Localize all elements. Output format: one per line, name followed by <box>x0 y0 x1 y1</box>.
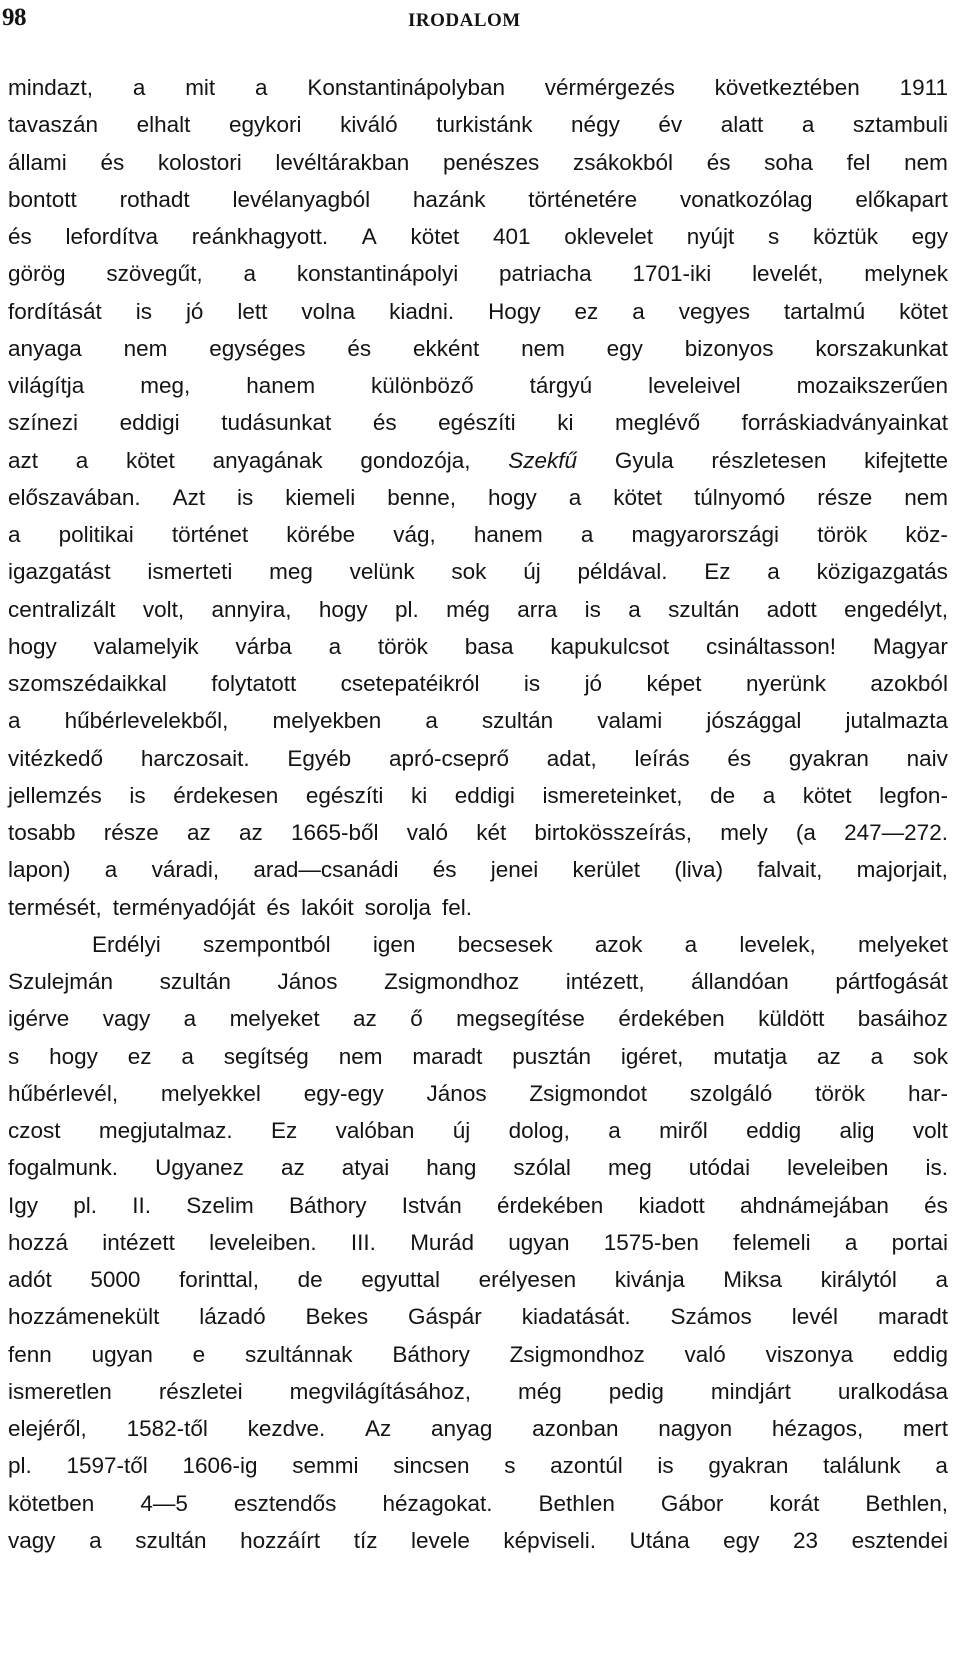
text-line: bontott rothadt levélanyagból hazánk történetére vonatkozólag előkapart <box>8 186 948 212</box>
text-line: Erdélyi szempontból igen becsesek azok a levelek, melyeket <box>92 931 948 957</box>
text-line: termését, terményadóját és lakóit sorolja fel. <box>8 894 472 920</box>
text-line: kötetben 4—5 esztendős hézagokat. Bethlen Gábor korát Bethlen, <box>8 1490 948 1516</box>
text-line: világítja meg, hanem különböző tárgyú leveleivel mozaikszerűen <box>8 373 948 398</box>
text-line: hogy valamelyik várba a török basa kapukulcsot csináltasson! Magyar <box>8 633 948 659</box>
text-line: Szulejmán szultán János Zsigmondhoz intézett, állandóan pártfogását <box>8 969 948 994</box>
text-line: Igy pl. II. Szelim Báthory István érdekében kiadott ahdnámejában és <box>8 1192 948 1218</box>
text-line: s hogy ez a segítség nem maradt pusztán igéret, mutatja az a sok <box>8 1043 948 1069</box>
text-line: czost megjutalmaz. Ez valóban új dolog, a miről eddig alig volt <box>8 1118 948 1143</box>
text-line: a politikai történet körébe vág, hanem a magyarországi török köz- <box>8 522 948 547</box>
text-line: azt a kötet anyagának gondozója, Szekfű Gyula részletesen kifejtette <box>8 447 948 473</box>
text-line: vagy a szultán hozzáírt tíz levele képviseli. Utána egy 23 esztendei <box>8 1527 948 1553</box>
text-line: hozzá intézett leveleiben. III. Murád ugyan 1575-ben felemeli a portai <box>8 1229 948 1255</box>
text-line: adót 5000 forinttal, de egyuttal erélyesen kivánja Miksa királytól a <box>8 1267 948 1292</box>
text-line: hűbérlevél, melyekkel egy-egy János Zsigmondot szolgáló török har- <box>8 1080 948 1106</box>
text-line: és lefordítva reánkhagyott. A kötet 401 oklevelet nyújt s köztük egy <box>8 224 948 249</box>
text-line: fordítását is jó lett volna kiadni. Hogy ez a vegyes tartalmú kötet <box>8 298 948 324</box>
text-line: fogalmunk. Ugyanez az atyai hang szólal meg utódai leveleiben is. <box>8 1155 948 1181</box>
page-header <box>0 0 960 40</box>
text-line: ismeretlen részletei megvilágításához, még pedig mindjárt uralkodása <box>8 1378 948 1404</box>
text-line: pl. 1597-től 1606-ig semmi sincsen s azontúl is gyakran találunk a <box>8 1453 948 1479</box>
text-line: centralizált volt, annyira, hogy pl. még arra is a szultán adott engedélyt, <box>8 596 948 622</box>
page-number: 98 <box>2 4 26 31</box>
running-head: IRODALOM <box>408 10 521 31</box>
text-line: fenn ugyan e szultánnak Báthory Zsigmondhoz való viszonya eddig <box>8 1341 948 1367</box>
text-line: szomszédaikkal folytatott csetepatéikról is jó képet nyerünk azokból <box>8 671 948 696</box>
text-line: görög szövegűt, a konstantinápolyi patriacha 1701-iki levelét, melynek <box>8 261 948 287</box>
text-line: hozzámenekült lázadó Bekes Gáspár kiadatását. Számos levél maradt <box>8 1304 948 1330</box>
text-line: állami és kolostori levéltárakban penészes zsákokból és soha fel nem <box>8 149 948 175</box>
text-line: vitézkedő harczosait. Egyéb apró-cseprő adat, leírás és gyakran naiv <box>8 745 948 771</box>
text-line: igérve vagy a melyeket az ő megsegítése érdekében küldött basáihoz <box>8 1006 948 1032</box>
text-line: elejéről, 1582-től kezdve. Az anyag azonban nagyon hézagos, mert <box>8 1416 948 1441</box>
text-line: mindazt, a mit a Konstantinápolyban vérmérgezés következtében 1911 <box>8 75 948 100</box>
text-line: lapon) a váradi, arad—csanádi és jenei kerület (liva) falvait, majorjait, <box>8 857 948 883</box>
text-line: anyaga nem egységes és ekként nem egy bizonyos korszakunkat <box>8 335 948 361</box>
text-line: tosabb része az az 1665-ből való két birtokösszeírás, mely (a 247—272. <box>8 820 948 845</box>
body-text <box>8 69 948 1559</box>
text-line: a hűbérlevelekből, melyekben a szultán valami jószággal jutalmazta <box>8 708 948 734</box>
text-line: igazgatást ismerteti meg velünk sok új példával. Ez a közigazgatás <box>8 559 948 585</box>
text-line: tavaszán elhalt egykori kiváló turkistánk négy év alatt a sztambuli <box>8 112 948 138</box>
text-line: előszavában. Azt is kiemeli benne, hogy a kötet túlnyomó része nem <box>8 484 948 510</box>
text-line: színezi eddigi tudásunkat és egészíti ki meglévő forráskiadványainkat <box>8 410 948 436</box>
text-line: jellemzés is érdekesen egészíti ki eddigi ismereteinket, de a kötet legfon- <box>8 782 948 808</box>
